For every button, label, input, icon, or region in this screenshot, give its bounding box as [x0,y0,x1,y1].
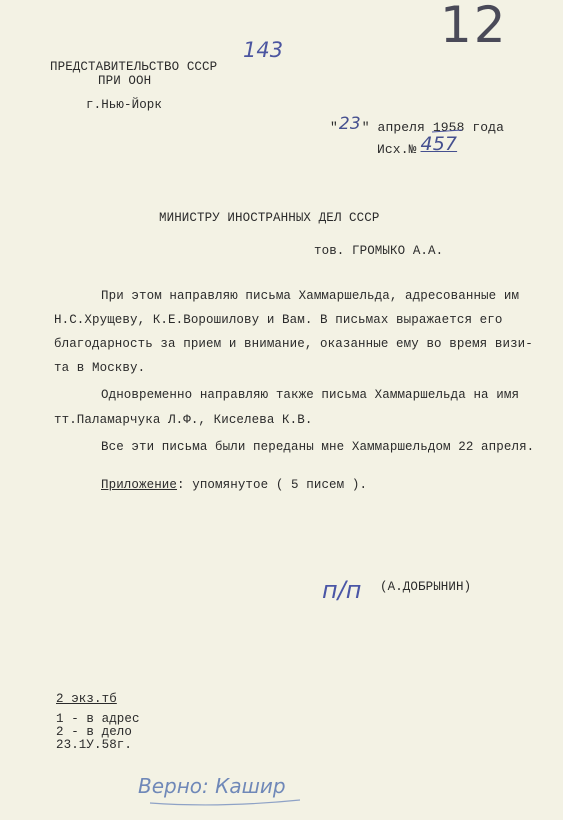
archive-number: 143 [243,38,284,62]
body-p1-line-3: благодарность за прием и внимание, оказанные ему во время визи- [54,337,533,351]
footer-line-3: 23.1У.58г. [56,738,133,752]
attachment-label: Приложение [101,478,178,492]
addressee-line-2: тов. ГРОМЫКО А.А. [314,244,444,258]
attachment-line [101,478,367,492]
body-p2-line-2: тт.Паламарчука Л.Ф., Киселева К.В. [54,413,313,427]
ref-line [377,133,461,157]
date-rest: " апреля 1958 года [361,120,504,135]
body-p1-line-2: Н.С.Хрущеву, К.Е.Ворошилову и Вам. В письмах выражается его [54,313,503,327]
city: г.Нью-Йорк [86,98,163,112]
body-p2-line-1: Одновременно направляю также письма Хаммаршельда на имя [101,388,520,402]
body-p3-line-1: Все эти письма были переданы мне Хаммаршельдом 22 апреля. [101,440,535,454]
page-number: 12 [440,0,508,54]
copies-note: 2 экз.тб [56,692,117,706]
body-p1-line-1: При этом направляю письма Хаммаршельда, адресованные им [101,289,520,303]
attachment-text: : упомянутое ( 5 писем ). [177,478,368,492]
verified-note: Верно: Кашир [138,774,286,798]
signature-name: (А.ДОБРЫНИН) [380,580,472,594]
ref-number: 457 [420,133,458,155]
org-line-2: ПРИ ООН [98,74,152,88]
footer-line-2: 2 - в дело [56,725,133,739]
date-day: 23 [338,114,361,134]
date-quote-open: " [330,120,338,135]
signature-mark: п/п [322,576,362,604]
org-line-1: ПРЕДСТАВИТЕЛЬСТВО СССР [50,60,218,74]
ref-label: Исх.№ [377,142,417,157]
footer-line-1: 1 - в адрес [56,712,140,726]
body-p1-line-4: та в Москву. [54,361,146,375]
addressee-line-1: МИНИСТРУ ИНОСТРАННЫХ ДЕЛ СССР [159,211,380,225]
